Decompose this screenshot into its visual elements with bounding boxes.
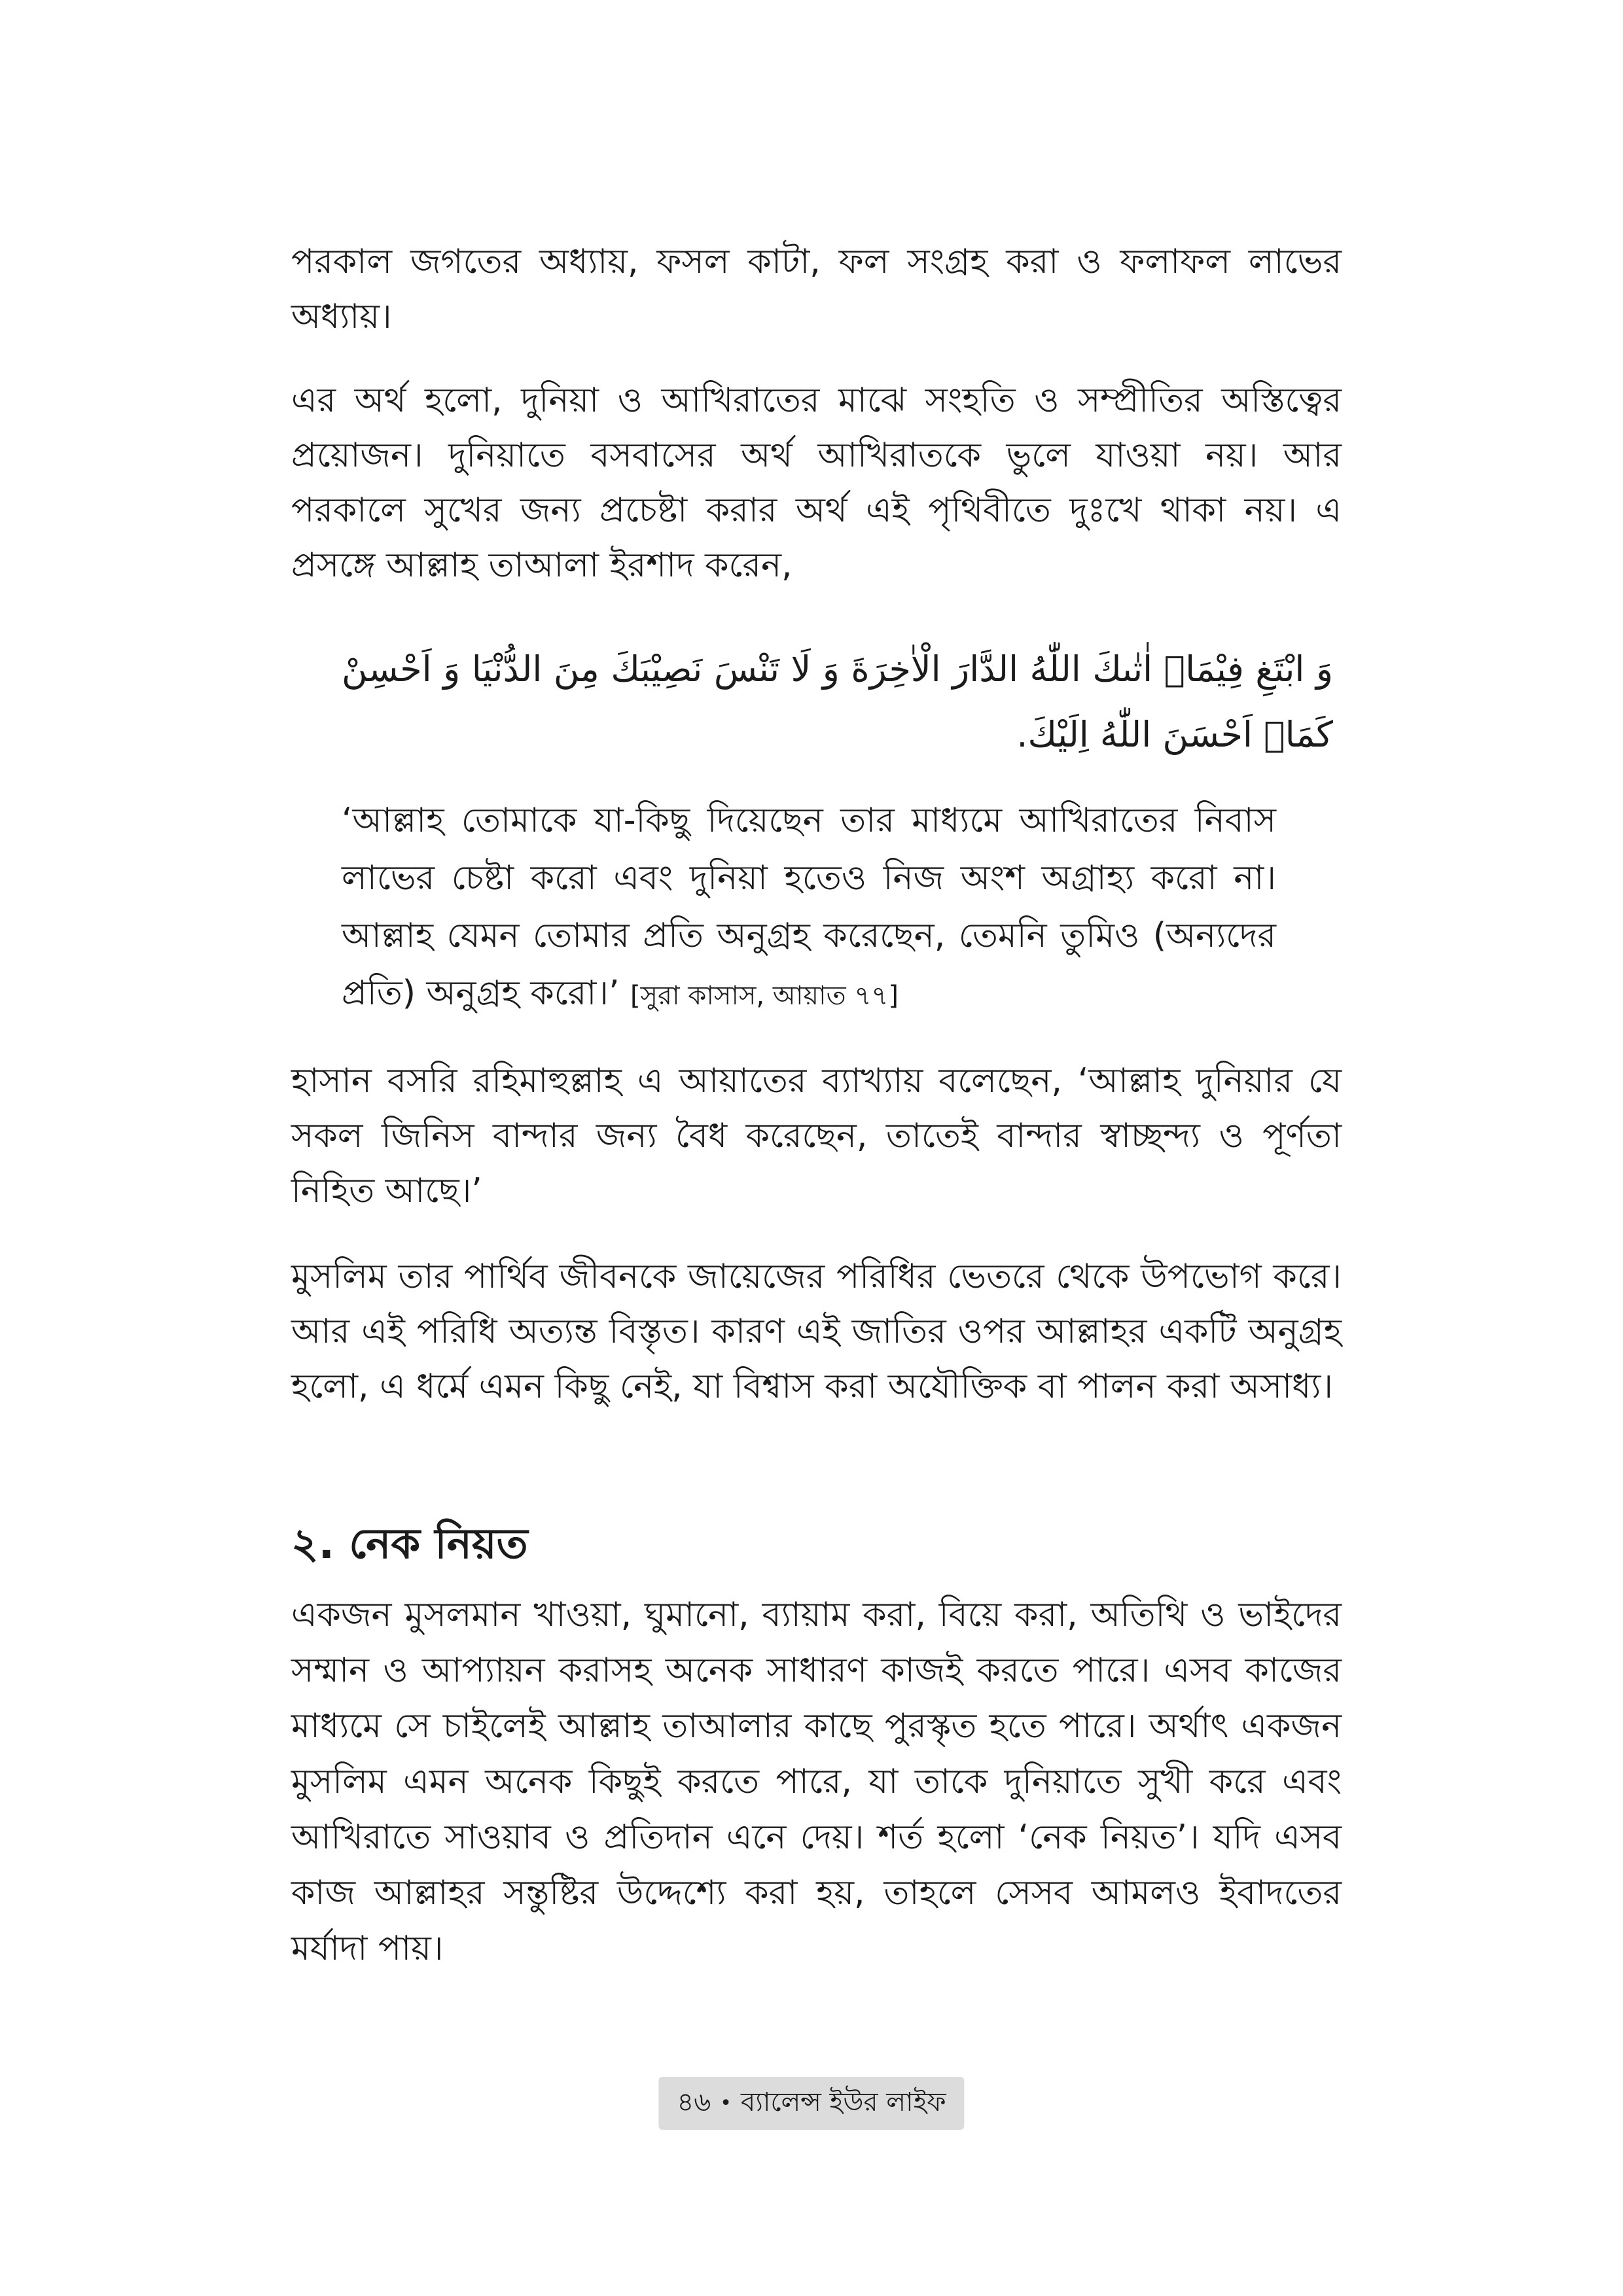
verse-translation-block (342, 792, 1276, 1025)
page-number: ৪৬ (677, 2087, 711, 2117)
verse-translation: ‘আল্লাহ তোমাকে যা-কিছু দিয়েছেন তার মাধ্যমে আখিরাতের নিবাস লাভের চেষ্টা করো এবং দুনিয়া হতেও নিজ অংশ অগ্রাহ্য করো না। আল্লাহ যেমন তোমার প্রতি অনুগ্রহ করেছেন, তেমনি তুমিও (অন্যদের প্রতি) অনুগ্রহ করো।’ (342, 801, 1276, 1013)
page-body (291, 234, 1342, 1977)
section-heading: ২. নেক নিয়ত (291, 1520, 528, 1568)
paragraph-continuation: পরকাল জগতের অধ্যায়, ফসল কাটা, ফল সংগ্রহ করা ও ফলাফল লাভের অধ্যায়। (291, 242, 1342, 336)
footer-separator: • (720, 2092, 732, 2115)
arabic-verse: وَ ابْتَغِ فِيْمَاۤ اٰتٰىكَ اللّٰهُ الدَّارَ الْاٰخِرَةَ وَ لَا تَنْسَ نَصِيْبَكَ مِنَ الدُّنْيَا وَ اَحْسِنْ كَمَاۤ اَحْسَنَ اللّٰهُ اِلَيْكَ. (342, 648, 1333, 755)
paragraph-hasan-basri: হাসান বসরি রহিমাহুল্লাহ এ আয়াতের ব্যাখ্যায় বলেছেন, ‘আল্লাহ দুনিয়ার যে সকল জিনিস বান্দার জন্য বৈধ করেছেন, তাতেই বান্দার স্বাচ্ছন্দ্য ও পূর্ণতা নিহিত আছে।’ (291, 1061, 1342, 1210)
paragraph-meaning: এর অর্থ হলো, দুনিয়া ও আখিরাতের মাঝে সংহতি ও সম্প্রীতির অস্তিত্বের প্রয়োজন। দুনিয়াতে বসবাসের অর্থ আখিরাতকে ভুলে যাওয়া নয়। আর পরকালে সুখের জন্য প্রচেষ্টা করার অর্থ এই পৃথিবীতে দুঃখে থাকা নয়। এ প্রসঙ্গে আল্লাহ তাআলা ইরশাদ করেন, (291, 381, 1342, 585)
verse-reference: [সুরা কাসাস, আয়াত ৭৭] (630, 981, 899, 1011)
page-footer (658, 2077, 964, 2130)
paragraph-muslim-life: মুসলিম তার পার্থিব জীবনকে জায়েজের পরিধির ভেতরে থেকে উপভোগ করে। আর এই পরিধি অত্যন্ত বিস্তৃত। কারণ এই জাতির ওপর আল্লাহর একটি অনুগ্রহ হলো, এ ধর্মে এমন কিছু নেই, যা বিশ্বাস করা অযৌক্তিক বা পালন করা অসাধ্য। (291, 1257, 1342, 1406)
paragraph-good-intention: একজন মুসলমান খাওয়া, ঘুমানো, ব্যায়াম করা, বিয়ে করা, অতিথি ও ভাইদের সম্মান ও আপ্যায়ন করাসহ অনেক সাধারণ কাজই করতে পারে। এসব কাজের মাধ্যমে সে চাইলেই আল্লাহ তাআলার কাছে পুরস্কৃত হতে পারে। অর্থাৎ একজন মুসলিম এমন অনেক কিছুই করতে পারে, যা তাকে দুনিয়াতে সুখী করে এবং আখিরাতে সাওয়াব ও প্রতিদান এনে দেয়। শর্ত হলো ‘নেক নিয়ত’। যদি এসব কাজ আল্লাহর সন্তুষ্টির উদ্দেশ্যে করা হয়, তাহলে সেসব আমলও ইবাদতের মর্যাদা পায়। (291, 1595, 1342, 1968)
book-title: ব্যালেন্স ইউর লাইফ (741, 2087, 946, 2117)
